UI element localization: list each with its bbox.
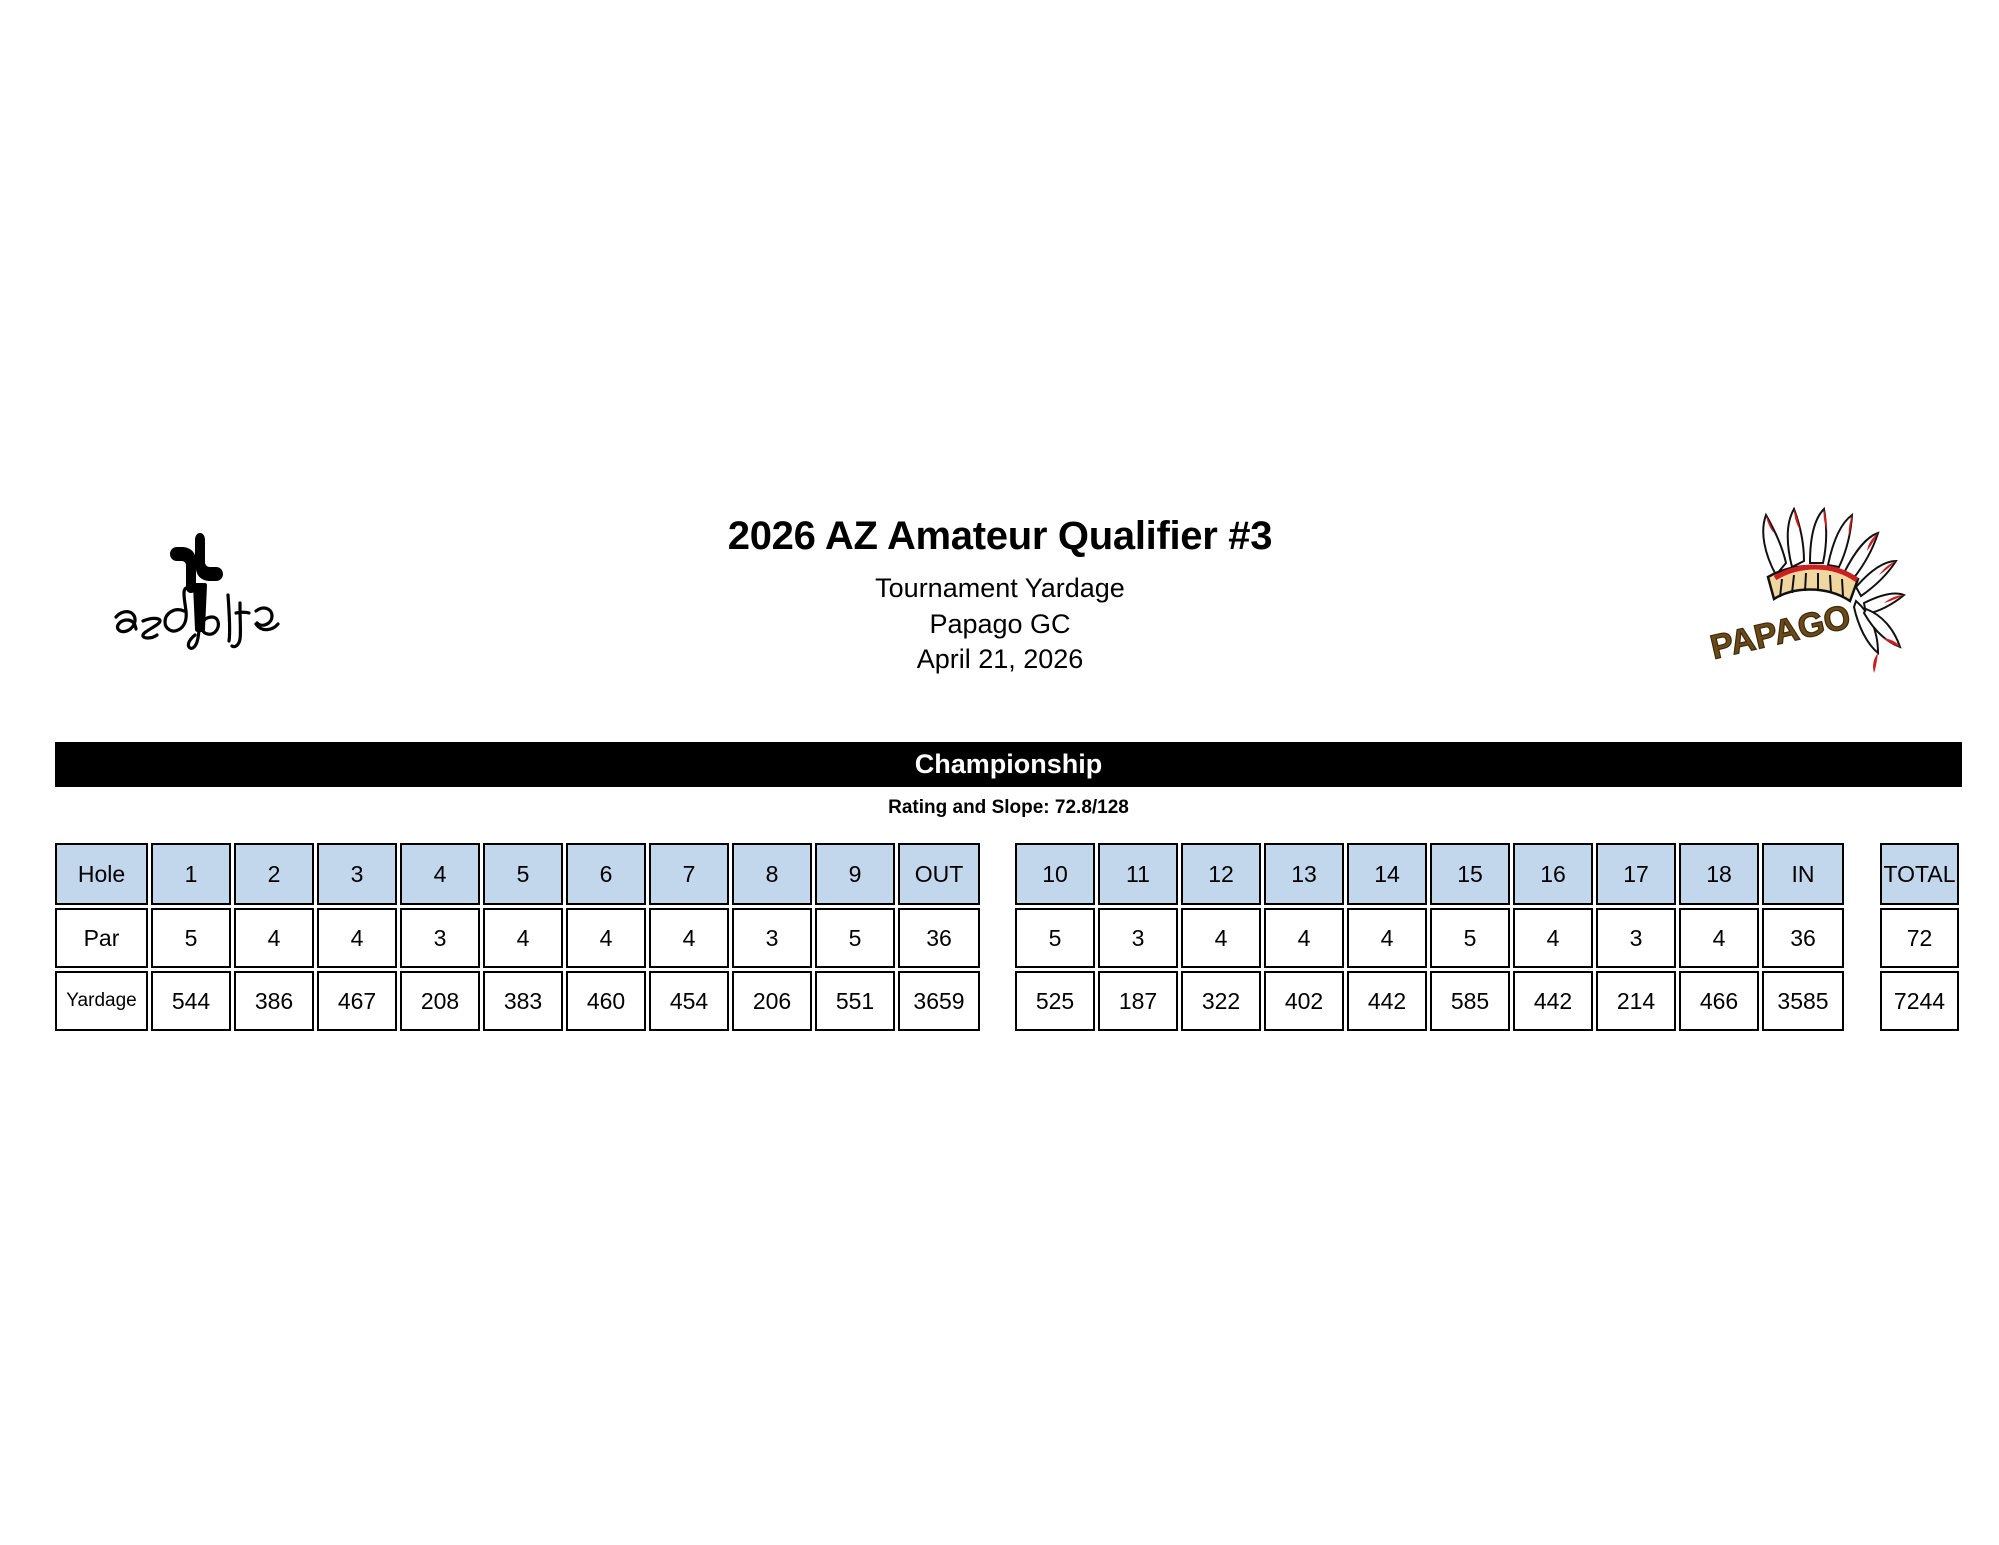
front-hole-2: 2: [234, 843, 314, 905]
front-yardage-8: 206: [732, 971, 812, 1031]
front-hole-row: [55, 843, 980, 905]
subtitle-yardage: Tournament Yardage: [875, 573, 1125, 603]
back-yardage-13: 402: [1264, 971, 1344, 1031]
front-yardage-5: 383: [483, 971, 563, 1031]
back-hole-14: 14: [1347, 843, 1427, 905]
back-yardage-10: 525: [1015, 971, 1095, 1031]
front-par-7: 4: [649, 908, 729, 968]
total-yardage: 7244: [1880, 971, 1959, 1031]
back-hole-13: 13: [1264, 843, 1344, 905]
az-golf-logo: [96, 525, 316, 665]
front-yardage-row: [55, 971, 980, 1031]
back-hole-18: 18: [1679, 843, 1759, 905]
row-label-hole: Hole: [55, 843, 148, 905]
front-hole-4: 4: [400, 843, 480, 905]
page-title: 2026 AZ Amateur Qualifier #3: [727, 514, 1273, 558]
back-par-row: [1015, 908, 1844, 968]
back-hole-17: 17: [1596, 843, 1676, 905]
subtitle-date: April 21, 2026: [916, 644, 1084, 675]
front-yardage-7: 454: [649, 971, 729, 1031]
tee-banner: [55, 742, 1962, 787]
back-hole-row: [1015, 843, 1844, 905]
svg-text:PAPAGO: PAPAGO: [1706, 597, 1855, 667]
back-hole-16: 16: [1513, 843, 1593, 905]
back-hole-15: 15: [1430, 843, 1510, 905]
scorecard-tables: [52, 840, 1962, 1060]
back-par-18: 4: [1679, 908, 1759, 968]
total-yardage-row: [1880, 971, 1959, 1031]
total-par: 72: [1880, 908, 1959, 968]
in-label: IN: [1762, 843, 1844, 905]
total-table: [1877, 840, 1962, 1034]
back-hole-12: 12: [1181, 843, 1261, 905]
front-hole-8: 8: [732, 843, 812, 905]
front-par-4: 3: [400, 908, 480, 968]
front-yardage-3: 467: [317, 971, 397, 1031]
back-par-13: 4: [1264, 908, 1344, 968]
back-yardage-12: 322: [1181, 971, 1261, 1031]
front-par-5: 4: [483, 908, 563, 968]
document-header: [0, 515, 1999, 735]
out-label: OUT: [898, 843, 980, 905]
back-par-11: 3: [1098, 908, 1178, 968]
back-yardage-14: 442: [1347, 971, 1427, 1031]
front-par-out: 36: [898, 908, 980, 968]
front-par-row: [55, 908, 980, 968]
back-hole-11: 11: [1098, 843, 1178, 905]
front-par-9: 5: [815, 908, 895, 968]
row-label-par: Par: [55, 908, 148, 968]
back-par-14: 4: [1347, 908, 1427, 968]
front-yardage-6: 460: [566, 971, 646, 1031]
front-nine-table: [52, 840, 983, 1034]
front-par-8: 3: [732, 908, 812, 968]
front-par-2: 4: [234, 908, 314, 968]
subtitle-course: Papago GC: [929, 608, 1071, 639]
back-yardage-17: 214: [1596, 971, 1676, 1031]
back-yardage-row: [1015, 971, 1844, 1031]
back-par-in: 36: [1762, 908, 1844, 968]
front-hole-5: 5: [483, 843, 563, 905]
row-label-yardage: Yardage: [55, 971, 148, 1031]
back-par-10: 5: [1015, 908, 1095, 968]
back-hole-10: 10: [1015, 843, 1095, 905]
total-header-row: [1880, 843, 1959, 905]
back-yardage-16: 442: [1513, 971, 1593, 1031]
rating-slope: Rating and Slope: 72.8/128: [888, 797, 1129, 818]
back-yardage-11: 187: [1098, 971, 1178, 1031]
front-hole-6: 6: [566, 843, 646, 905]
front-yardage-1: 544: [151, 971, 231, 1031]
front-par-3: 4: [317, 908, 397, 968]
back-par-12: 4: [1181, 908, 1261, 968]
back-par-16: 4: [1513, 908, 1593, 968]
back-yardage-in: 3585: [1762, 971, 1844, 1031]
back-par-15: 5: [1430, 908, 1510, 968]
front-par-6: 4: [566, 908, 646, 968]
back-yardage-18: 466: [1679, 971, 1759, 1031]
front-yardage-out: 3659: [898, 971, 980, 1031]
title-block: [400, 515, 1600, 678]
total-label: TOTAL: [1880, 843, 1959, 905]
front-hole-7: 7: [649, 843, 729, 905]
back-par-17: 3: [1596, 908, 1676, 968]
front-par-1: 5: [151, 908, 231, 968]
tee-name: Championship: [914, 749, 1103, 779]
front-yardage-9: 551: [815, 971, 895, 1031]
front-yardage-2: 386: [234, 971, 314, 1031]
front-hole-1: 1: [151, 843, 231, 905]
back-nine-table: [1012, 840, 1847, 1034]
papago-logo: [1680, 505, 1930, 705]
total-par-row: [1880, 908, 1959, 968]
back-yardage-15: 585: [1430, 971, 1510, 1031]
front-yardage-4: 208: [400, 971, 480, 1031]
front-hole-3: 3: [317, 843, 397, 905]
front-hole-9: 9: [815, 843, 895, 905]
